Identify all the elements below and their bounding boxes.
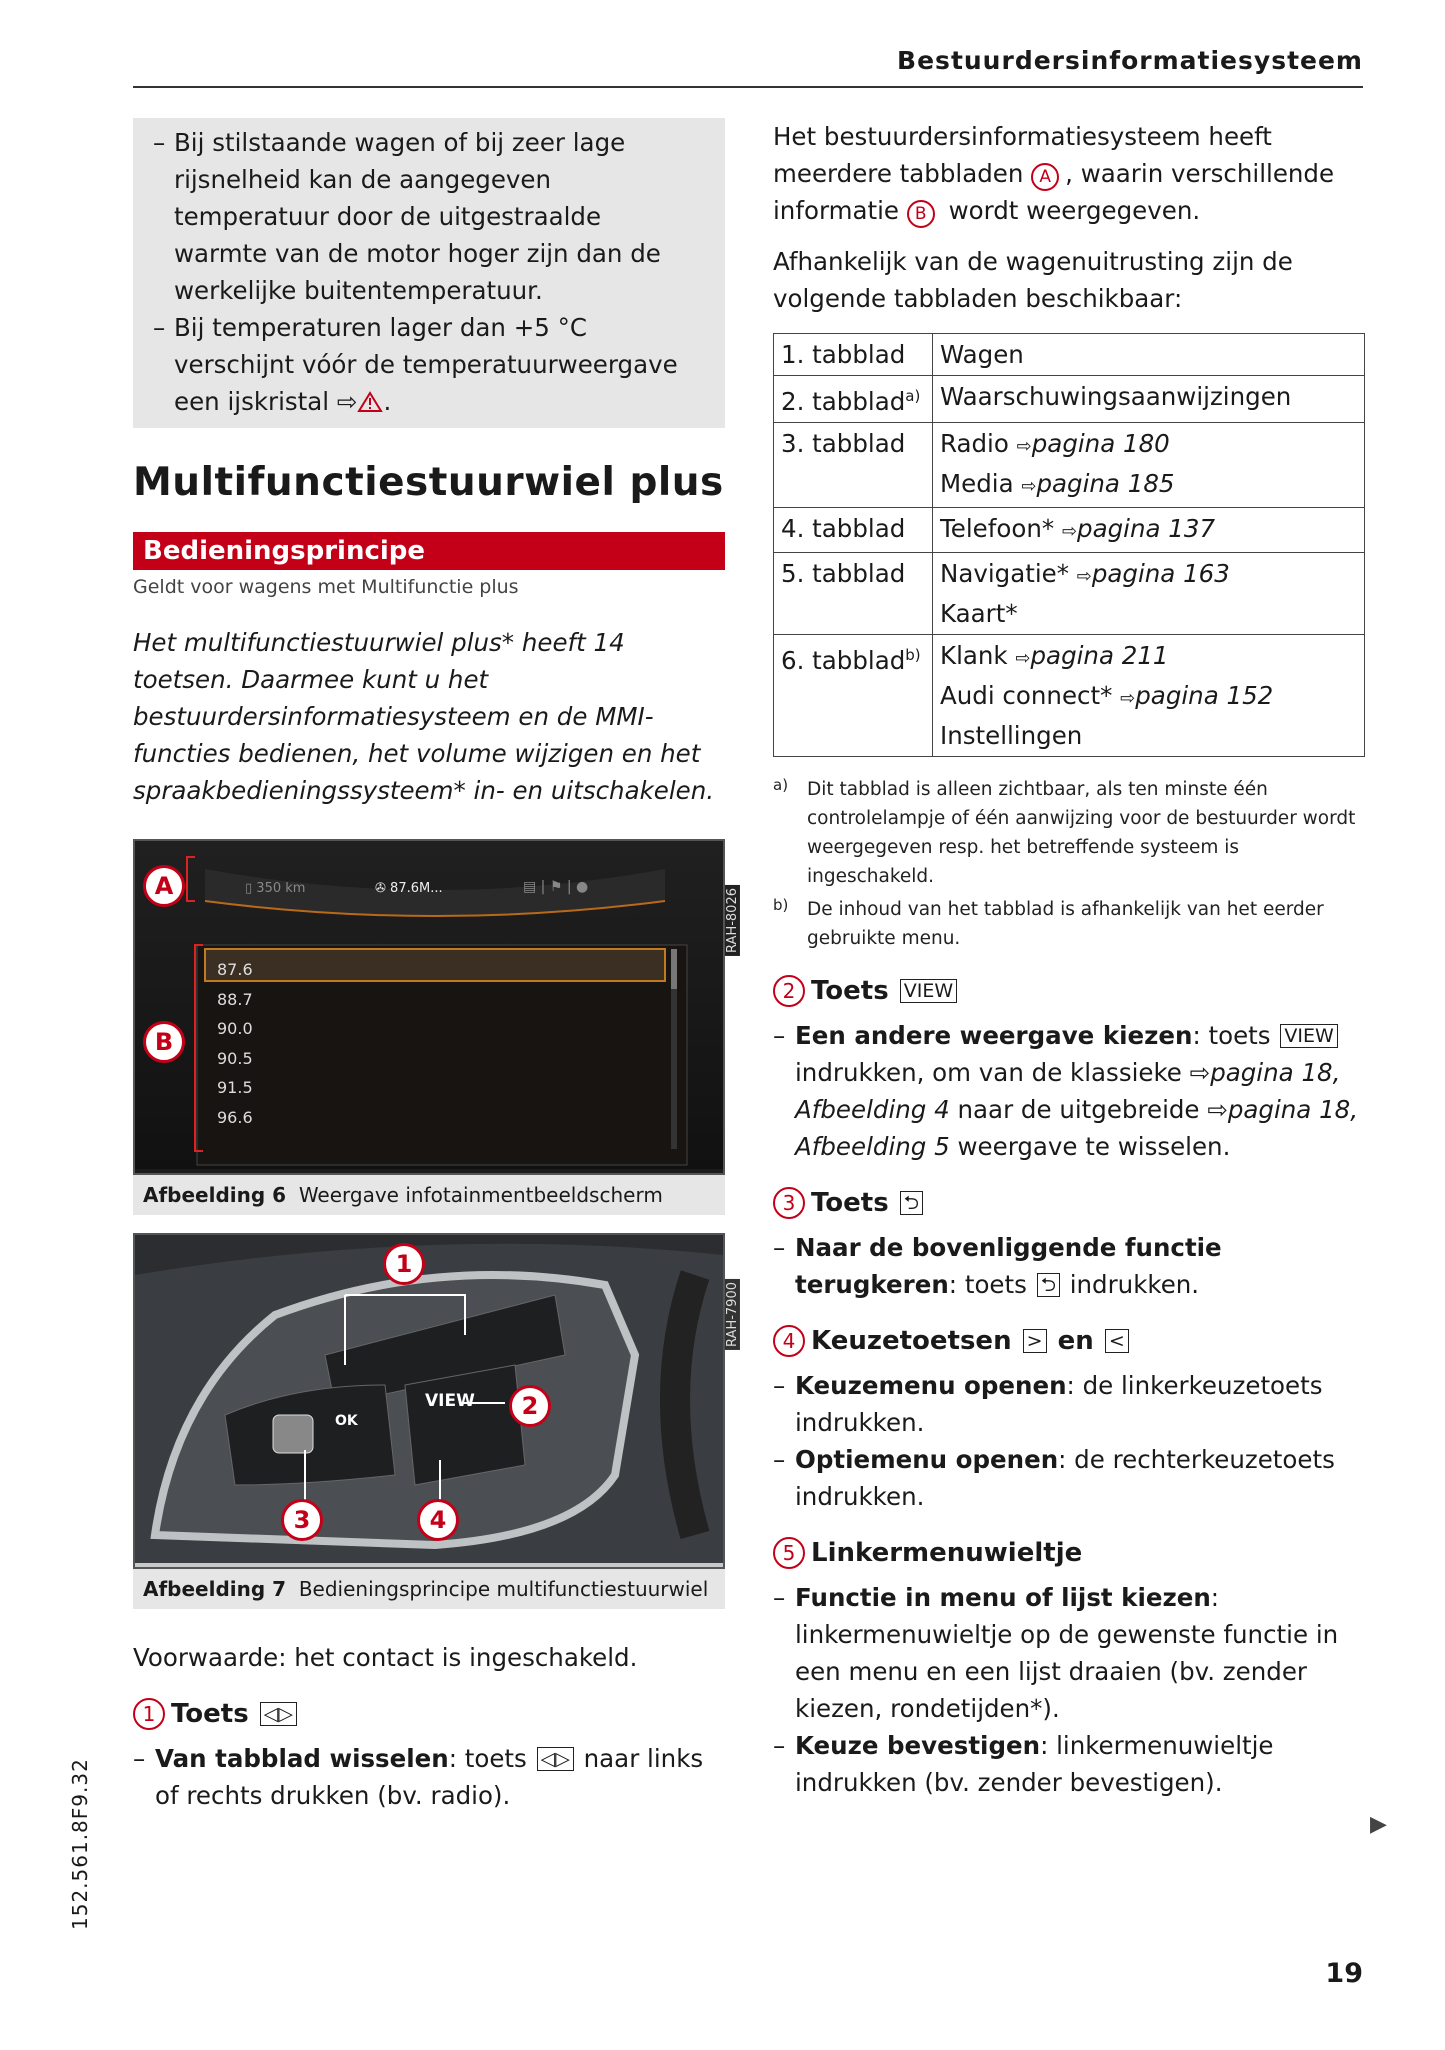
tab-content-line	[940, 510, 1357, 550]
item-3-heading	[773, 1187, 1365, 1219]
table-row	[774, 635, 1365, 757]
intro-text: , waarin verschillende informatie	[773, 159, 1335, 225]
callout-4: 4	[417, 1499, 459, 1541]
table-row	[774, 334, 1365, 376]
caption-text: Bedieningsprincipe multifunctiestuurwiel	[298, 1577, 709, 1601]
arrow-keys-icon: ◁▷	[260, 1702, 297, 1726]
view-button: VIEW	[425, 1391, 475, 1411]
bullet-text: weergave te wisselen.	[957, 1132, 1231, 1162]
item-number: 2	[773, 975, 805, 1007]
page-reference[interactable]: pagina 163	[1091, 559, 1230, 589]
tab-content-cell	[933, 635, 1365, 757]
caption-label: Afbeelding 7	[143, 1577, 287, 1601]
header-title: Bestuurdersinformatiesysteem	[897, 46, 1363, 75]
footnote	[773, 775, 1365, 891]
arrow-ref-icon: ⇨	[1189, 1058, 1211, 1088]
tab-content-label: Audi connect*	[940, 681, 1113, 711]
left-key-icon: <	[1105, 1329, 1129, 1353]
page-reference[interactable]: pagina 137	[1077, 514, 1216, 544]
page-reference[interactable]: pagina 211	[1030, 641, 1169, 671]
tab-content-cell	[933, 334, 1365, 376]
list-item[interactable]: 88.7	[217, 989, 253, 1009]
page-reference[interactable]: pagina 18, Afbeelding 4	[795, 1058, 1341, 1125]
view-key-icon: VIEW	[900, 979, 957, 1003]
item-1-heading	[133, 1698, 725, 1730]
footnote-ref: b)	[905, 646, 921, 665]
figure-6-caption	[133, 1175, 725, 1215]
bullet-bold: Een andere weergave kiezen	[795, 1021, 1193, 1051]
note-box	[133, 118, 725, 428]
intro-text: wordt weergegeven.	[948, 196, 1201, 225]
tabs-table	[773, 333, 1365, 757]
note-item: – Bij temperaturen lager dan +5 °C verschijnt vóór de temperatuurweergave een ijskristal ⇨ .	[153, 313, 678, 416]
tab-name-cell	[774, 635, 933, 757]
footnote-text: Dit tabblad is alleen zichtbaar, als ten minste één controlelampje of één aanwijzing voor de bestuurder wordt weergegeven resp. het betreffende systeem is ingeschakeld.	[807, 779, 1356, 888]
intro-text: Het bestuurdersinformatiesysteem heeft meerdere tabbladen	[773, 122, 1272, 188]
bullet-text: indrukken.	[1069, 1270, 1200, 1300]
item-4-heading	[773, 1325, 1365, 1357]
item-title: Linkermenuwieltje	[811, 1538, 1083, 1569]
tab-content-line	[940, 677, 1357, 717]
header-rule	[133, 86, 1363, 88]
tab-content-line	[940, 378, 1357, 415]
footnote	[773, 895, 1365, 953]
tab-name: 1. tabblad	[781, 340, 906, 369]
bullet-text: : linkermenuwieltje op de gewenste functie in een menu en een lijst draaien (bv. zender kiezen, rondetijden*).	[795, 1583, 1339, 1724]
page-reference[interactable]: pagina 185	[1036, 469, 1175, 499]
callout-2: 2	[509, 1385, 551, 1427]
arrow-ref-icon: ⇨	[336, 387, 358, 416]
tab-content-line	[940, 465, 1357, 505]
tab-content-cell	[933, 508, 1365, 553]
tab-content-label: Instellingen	[940, 721, 1083, 751]
note-item: – Bij stilstaande wagen of bij zeer lage rijsnelheid kan de aangegeven temperatuur door de uitgestraalde warmte van de motor hoger zijn dan de werkelijke buitentemperatuur.	[153, 128, 661, 305]
warning-triangle-icon	[357, 391, 383, 413]
tab-content-label: Media	[940, 469, 1014, 499]
tab-content-line	[940, 336, 1357, 373]
tab-name-cell	[774, 376, 933, 423]
subsection-bar: Bedieningsprincipe	[133, 532, 725, 570]
item-5-bullet: – Functie in menu of lijst kiezen: linkermenuwieltje op de gewenste functie in een menu en een lijst draaien (bv. zender kiezen, rondetijden*).	[773, 1583, 1339, 1724]
right-column	[773, 118, 1365, 1801]
tab-content-line	[940, 555, 1357, 595]
precondition: Voorwaarde: het contact is ingeschakeld.	[133, 1643, 638, 1672]
note-dot: .	[383, 387, 392, 416]
tab-name: 3. tabblad	[781, 429, 906, 459]
item-title: Toets	[811, 976, 889, 1007]
bullet-text: : toets	[948, 1270, 1027, 1300]
tab-content-cell	[933, 553, 1365, 635]
item-4-bullet: – Optiemenu openen: de rechterkeuzetoets indrukken.	[773, 1445, 1335, 1512]
tab-content-label: Kaart*	[940, 599, 1018, 629]
arrow-ref-icon: ⇨	[1061, 521, 1078, 543]
item-title: Keuzetoetsen	[811, 1326, 1012, 1357]
list-item[interactable]: 90.5	[217, 1048, 253, 1068]
back-key-icon: ⮌	[900, 1191, 923, 1215]
item-5-heading	[773, 1537, 1365, 1569]
next-page-arrow-icon: ▶	[1370, 1812, 1387, 1837]
list-item[interactable]: 90.0	[217, 1019, 253, 1038]
item-number: 3	[773, 1187, 805, 1219]
bullet-text: naar de uitgebreide	[957, 1095, 1200, 1125]
bullet-text: : de rechterkeuzetoets indrukken.	[795, 1445, 1335, 1512]
arrow-ref-icon: ⇨	[1120, 688, 1136, 710]
figure-7-caption	[133, 1569, 725, 1609]
arrow-ref-icon: ⇨	[1016, 436, 1032, 458]
item-3-bullet: – Naar de bovenliggende functie terugkeren: toets ⮌ indrukken.	[773, 1233, 1222, 1300]
table-row	[774, 553, 1365, 635]
figure-code: RAH-8026	[725, 885, 740, 956]
footnotes	[773, 775, 1365, 953]
fuel-range	[245, 881, 305, 896]
applies-to: Geldt voor wagens met Multifunctie plus	[133, 576, 519, 598]
radio-station-value: 87.6M...	[390, 881, 443, 896]
bullet-bold: Naar de bovenliggende functie terugkeren	[795, 1233, 1222, 1300]
tab-name: 6. tabblad	[781, 646, 906, 676]
item-4-bullet: – Keuzemenu openen: de linkerkeuzetoets indrukken.	[773, 1371, 1323, 1438]
view-key-icon: VIEW	[1280, 1024, 1337, 1048]
right-key-icon: >	[1023, 1329, 1047, 1353]
ok-label: OK	[335, 1413, 358, 1429]
document-code: 152.561.8F9.32	[68, 1758, 92, 1930]
tab-content-cell	[933, 376, 1365, 423]
item-5-bullet: – Keuze bevestigen: linkermenuwieltje indrukken (bv. zender bevestigen).	[773, 1731, 1274, 1798]
label-b-badge: B	[143, 1021, 185, 1063]
bullet-text: : linkermenuwieltje indrukken (bv. zender bevestigen).	[795, 1731, 1274, 1798]
bullet-bold: Functie in menu of lijst kiezen	[795, 1583, 1211, 1613]
tab-content-label: Wagen	[940, 340, 1024, 369]
caption-text: Weergave infotainmentbeeldscherm	[298, 1183, 663, 1207]
tab-name-cell	[774, 508, 933, 553]
tab-name: 2. tabblad	[781, 387, 906, 417]
item-number: 1	[133, 1698, 165, 1730]
tab-content-line	[940, 717, 1357, 754]
tab-name-cell	[774, 334, 933, 376]
item-title: Toets	[811, 1188, 889, 1219]
left-column	[133, 118, 740, 1814]
fuel-icon: ▯	[245, 881, 253, 896]
arrow-keys-icon: ◁▷	[537, 1747, 574, 1771]
bullet-bold: Keuze bevestigen	[795, 1731, 1041, 1761]
bullet-bold: Van tabblad wisselen	[155, 1744, 449, 1773]
item-number: 5	[773, 1537, 805, 1569]
item-number: 4	[773, 1325, 805, 1357]
back-key-icon: ⮌	[1037, 1273, 1060, 1297]
bullet-bold: Keuzemenu openen	[795, 1371, 1067, 1401]
page-reference[interactable]: pagina 18, Afbeelding 5	[795, 1095, 1359, 1162]
bullet-bold: Optiemenu openen	[795, 1445, 1059, 1475]
tab-content-cell	[933, 423, 1365, 508]
tab-name-cell	[774, 553, 933, 635]
footnote-mark: b)	[773, 896, 789, 915]
bullet-text: indrukken, om van de klassieke	[795, 1058, 1182, 1088]
footnote-text: De inhoud van het tabblad is afhankelijk van het eerder gebruikte menu.	[807, 899, 1324, 950]
page-reference[interactable]: pagina 180	[1031, 429, 1170, 459]
table-row	[774, 376, 1365, 423]
radio-icon: ✇	[375, 881, 386, 896]
intro-text: Het multifunctiestuurwiel plus* heeft 14 toetsen. Daarmee kunt u het bestuurdersinformatiesysteem en de MMI-functies bedienen, het volume wijzigen en het spraakbedieningssysteem* in- en uitschakelen.	[133, 628, 715, 805]
arrow-ref-icon: ⇨	[1015, 648, 1031, 670]
arrow-ref-icon: ⇨	[1076, 566, 1092, 588]
bullet-text: : toets	[1192, 1021, 1271, 1051]
tab-content-label: Klank	[940, 641, 1008, 671]
tab-name: 4. tabblad	[781, 514, 906, 544]
footnote-mark: a)	[773, 776, 789, 795]
callout-3: 3	[281, 1499, 323, 1541]
tab-content-label: Radio	[940, 429, 1009, 459]
item-title: Toets	[171, 1699, 249, 1729]
tab-content-line	[940, 425, 1357, 465]
note-item-text: Bij stilstaande wagen of bij zeer lage rijsnelheid kan de aangegeven temperatuur door de uitgestraalde warmte van de motor hoger zijn dan de werkelijke buitentemperatuur.	[174, 128, 661, 305]
figure-7-image	[133, 1233, 740, 1569]
section-title: Multifunctiestuurwiel plus	[133, 460, 724, 505]
figure-code: RAH-7900	[725, 1279, 740, 1350]
tab-content-line	[940, 637, 1357, 677]
tab-content-line	[940, 595, 1357, 632]
tab-content-label: Telefoon*	[940, 514, 1055, 544]
label-b-badge: B	[907, 200, 935, 228]
item-title: en	[1057, 1326, 1094, 1357]
list-item[interactable]: 96.6	[217, 1107, 253, 1127]
bullet-text: : de linkerkeuzetoets indrukken.	[795, 1371, 1323, 1438]
note-item-text: Bij temperaturen lager dan +5 °C verschijnt vóór de temperatuurweergave een ijskristal	[174, 313, 678, 416]
item-2-bullet: – Een andere weergave kiezen: toets VIEW indrukken, om van de klassieke ⇨pagina 18, Afbeelding 4 naar de uitgebreide ⇨pagina 18, Afbeelding 5 weergave te wisselen.	[773, 1021, 1359, 1162]
arrow-ref-icon: ⇨	[1021, 476, 1037, 498]
label-a-badge: A	[1031, 163, 1059, 191]
tabs-intro-2: Afhankelijk van de wagenuitrusting zijn de volgende tabbladen beschikbaar:	[773, 247, 1293, 313]
tabs-intro	[773, 118, 1365, 229]
page-reference[interactable]: pagina 152	[1135, 681, 1274, 711]
caption-label: Afbeelding 6	[143, 1183, 287, 1207]
table-row	[774, 423, 1365, 508]
list-item[interactable]: 87.6	[217, 960, 253, 979]
callout-1: 1	[383, 1243, 425, 1285]
item-2-heading	[773, 975, 1365, 1007]
bullet-text: : toets	[448, 1744, 527, 1773]
bullet-text: naar links of rechts drukken (bv. radio).	[155, 1744, 704, 1810]
tab-name-cell	[774, 423, 933, 508]
radio-station	[375, 881, 443, 896]
fuel-range-value: 350 km	[256, 881, 306, 896]
frequency-list	[217, 955, 253, 1132]
page-number: 19	[1325, 1958, 1363, 1989]
figure-6-image	[133, 839, 740, 1175]
list-item[interactable]: 91.5	[217, 1078, 253, 1097]
status-icons: ▤ | ⚑ | ●	[523, 879, 589, 895]
item-1-bullet: – Van tabblad wisselen: toets ◁▷ naar links of rechts drukken (bv. radio).	[133, 1744, 704, 1810]
tab-name: 5. tabblad	[781, 559, 906, 589]
label-a-badge: A	[143, 865, 185, 907]
tab-content-label: Waarschuwingsaanwijzingen	[940, 382, 1292, 411]
arrow-ref-icon: ⇨	[1207, 1095, 1228, 1125]
tab-content-label: Navigatie*	[940, 559, 1069, 589]
footnote-ref: a)	[905, 387, 921, 405]
table-row	[774, 508, 1365, 553]
